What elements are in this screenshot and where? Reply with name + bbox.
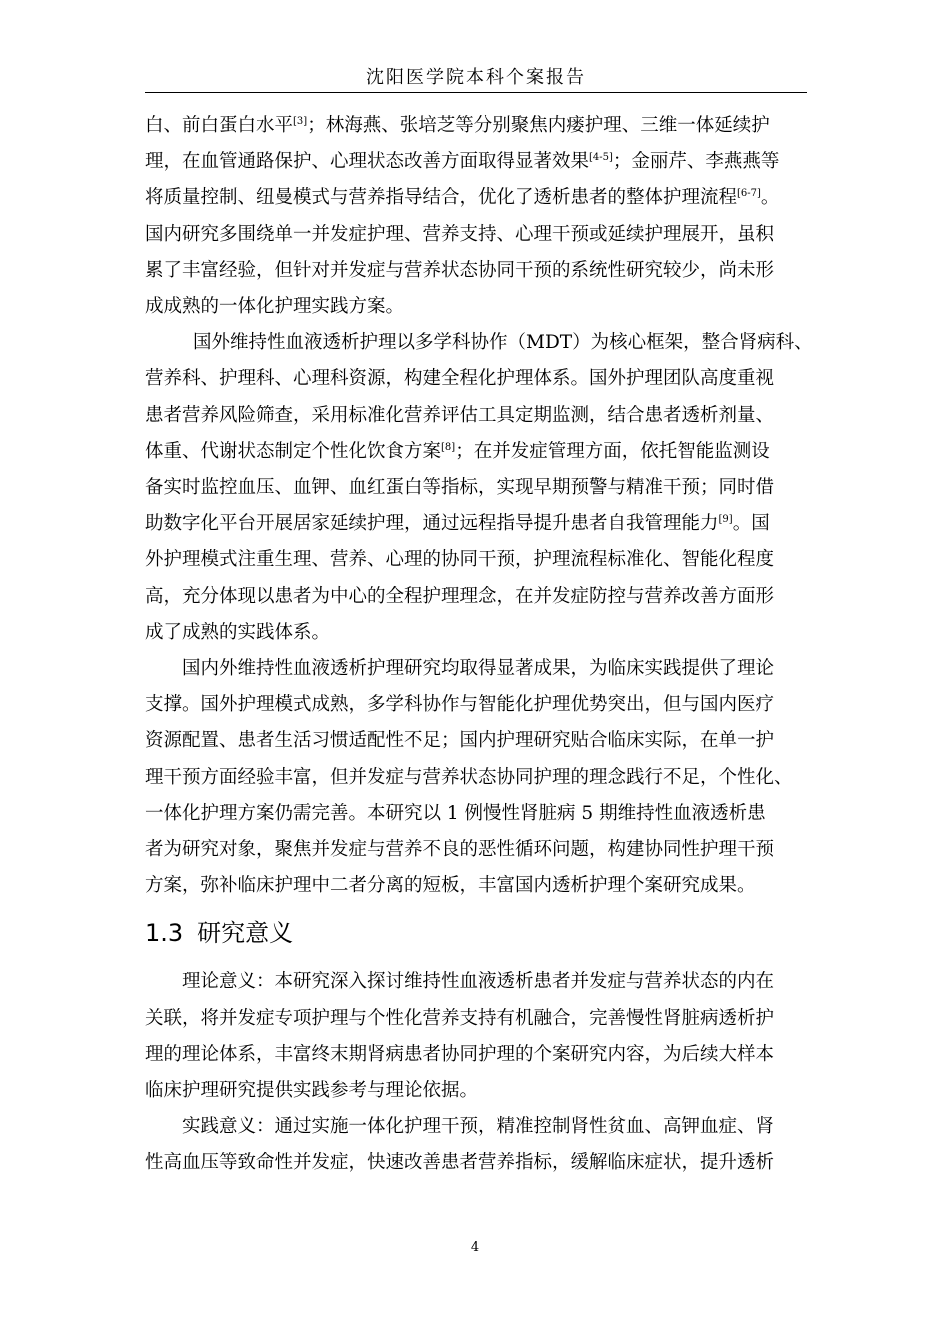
text-line: 助数字化平台开展居家延续护理，通过远程指导提升患者自我管理能力[9]。国	[145, 513, 770, 535]
section-heading	[145, 912, 807, 954]
text-line: 将质量控制、纽曼模式与营养指导结合，优化了透析患者的整体护理流程[6-7]。	[145, 187, 780, 209]
text-line: 关联，将并发症专项护理与个性化营养支持有机融合，完善慢性肾脏病透析护	[145, 1007, 775, 1029]
citation[interactable]: [3]	[293, 115, 308, 127]
section-title: 研究意义	[197, 919, 294, 948]
text-line: 成了成熟的实践体系。	[145, 621, 331, 643]
text-line: 理的理论体系，丰富终末期肾病患者协同护理的个案研究内容，为后续大样本	[145, 1043, 775, 1065]
text-line: 理干预方面经验丰富，但并发症与营养状态协同护理的理念践行不足，个性化、	[145, 766, 793, 788]
text-line: 白、前白蛋白水平[3]；林海燕、张培芝等分别聚焦内瘘护理、三维一体延续护	[145, 115, 770, 136]
text-line: 支撑。国外护理模式成熟，多学科协作与智能化护理优势突出，但与国内医疗	[145, 694, 775, 716]
text-line: 外护理模式注重生理、营养、心理的协同干预，护理流程标准化、智能化程度	[145, 549, 775, 571]
text-line: 国外维持性血液透析护理以多学科协作（MDT）为核心框架，整合肾病科、	[193, 332, 813, 354]
text-line: 成成熟的一体化护理实践方案。	[145, 296, 405, 318]
text-line: 资源配置、患者生活习惯适配性不足；国内护理研究贴合临床实际，在单一护	[145, 730, 775, 752]
text-line: 高，充分体现以患者为中心的全程护理理念，在并发症防控与营养改善方面形	[145, 585, 775, 607]
paragraph-practical-significance	[145, 1109, 807, 1181]
paragraph-foreign-research	[145, 325, 813, 651]
paragraph-theoretical-significance	[145, 964, 807, 1109]
text-line: 一体化护理方案仍需完善。本研究以 1 例慢性肾脏病 5 期维持性血液透析患	[145, 802, 766, 824]
citation[interactable]: [9]	[718, 514, 733, 526]
text-line: 患者营养风险筛查，采用标准化营养评估工具定期监测，结合患者透析剂量、	[145, 404, 775, 426]
text-line: 性高血压等致命性并发症，快速改善患者营养指标，缓解临床症状，提升透析	[145, 1152, 775, 1174]
text-line: 体重、代谢状态制定个性化饮食方案[8]；在并发症管理方面，依托智能监测设	[145, 440, 770, 462]
text-line: 理，在血管通路保护、心理状态改善方面取得显著效果[4-5]；金丽芹、李燕燕等	[145, 151, 780, 173]
document-body	[145, 108, 813, 1182]
text-line: 累了丰富经验，但针对并发症与营养状态协同干预的系统性研究较少，尚未形	[145, 259, 775, 281]
text-line: 备实时监控血压、血钾、血红蛋白等指标，实现早期预警与精准干预；同时借	[145, 477, 775, 499]
text-line: 实践意义：通过实施一体化护理干预，精准控制肾性贫血、高钾血症、肾	[182, 1116, 775, 1138]
text-line: 临床护理研究提供实践参考与理论依据。	[145, 1080, 479, 1102]
text-line: 营养科、护理科、心理科资源，构建全程化护理体系。国外护理团队高度重视	[145, 368, 775, 390]
header-title: 沈阳医学院本科个案报告	[366, 67, 586, 88]
section-number: 1.3	[145, 919, 184, 948]
paragraph-domestic-research	[145, 108, 807, 325]
text-line: 国内研究多围绕单一并发症护理、营养支持、心理干预或延续护理展开，虽积	[145, 223, 775, 245]
citation[interactable]: [8]	[441, 441, 456, 453]
text-line: 理论意义：本研究深入探讨维持性血液透析患者并发症与营养状态的内在	[182, 971, 775, 993]
citation[interactable]: [4-5]	[589, 152, 613, 164]
page-number: 4	[470, 1240, 480, 1255]
citation[interactable]: [6-7]	[737, 188, 761, 200]
page-header	[145, 64, 807, 93]
text-line: 者为研究对象，聚焦并发症与营养不良的恶性循环问题，构建协同性护理干预	[145, 839, 775, 861]
text-line: 方案，弥补临床护理中二者分离的短板，丰富国内透析护理个案研究成果。	[145, 875, 756, 897]
paragraph-summary	[145, 651, 807, 904]
text-line: 国内外维持性血液透析护理研究均取得显著成果，为临床实践提供了理论	[182, 658, 775, 680]
